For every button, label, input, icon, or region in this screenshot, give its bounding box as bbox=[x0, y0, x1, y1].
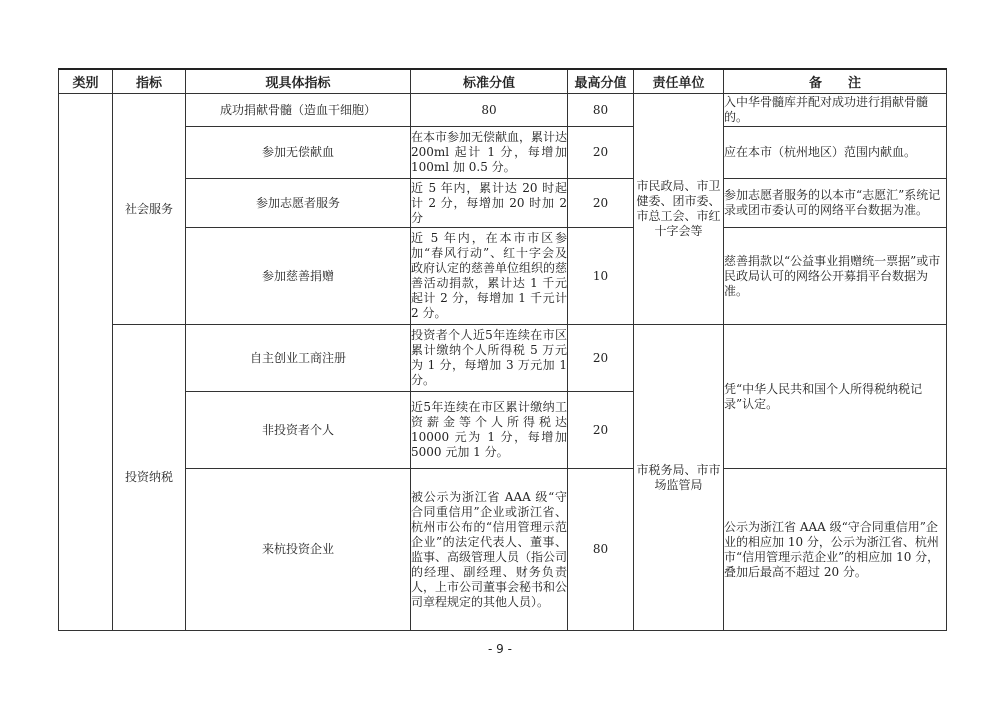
standard-cell: 80 bbox=[411, 94, 568, 127]
header-row bbox=[59, 69, 947, 94]
remark-cell: 慈善捐款以“公益事业捐赠统一票据”或市民政局认可的网络公开募捐平台数据为准。 bbox=[724, 228, 947, 325]
remark-cell: 参加志愿者服务的以本市“志愿汇”系统记录或团市委认可的网络平台数据为准。 bbox=[724, 179, 947, 228]
table-row bbox=[59, 94, 947, 127]
standard-cell: 近5年连续在市区累计缴纳工资薪金等个人所得税达 10000 元为 1 分，每增加 5000 元加 1 分。 bbox=[411, 392, 568, 469]
max-cell: 80 bbox=[568, 94, 634, 127]
max-cell: 80 bbox=[568, 469, 634, 631]
specific-cell: 参加无偿献血 bbox=[186, 127, 411, 179]
max-cell: 20 bbox=[568, 325, 634, 392]
indicator-cell: 投资纳税 bbox=[113, 325, 186, 631]
header-standard: 标准分值 bbox=[411, 69, 568, 94]
specific-cell: 自主创业工商注册 bbox=[186, 325, 411, 392]
indicator-cell: 社会服务 bbox=[113, 94, 186, 325]
score-table bbox=[58, 68, 947, 631]
table-row bbox=[59, 469, 947, 631]
remark-cell: 公示为浙江省 AAA 级“守合同重信用”企业的相应加 10 分，公示为浙江省、杭州市“信用管理示范企业”的相应加 10 分，叠加后最高不超过 20 分。 bbox=[724, 469, 947, 631]
header-indicator: 指标 bbox=[113, 69, 186, 94]
specific-cell: 来杭投资企业 bbox=[186, 469, 411, 631]
standard-cell: 近 5 年内，在本市市区参加“春风行动”、红十字会及政府认定的慈善单位组织的慈善活动捐款，累计达 1 千元起计 2 分，每增加 1 千元计 2 分。 bbox=[411, 228, 568, 325]
specific-cell: 参加慈善捐赠 bbox=[186, 228, 411, 325]
table-row bbox=[59, 127, 947, 179]
table-row bbox=[59, 325, 947, 392]
header-specific: 现具体指标 bbox=[186, 69, 411, 94]
category-cell bbox=[59, 94, 113, 631]
table-row bbox=[59, 228, 947, 325]
max-cell: 20 bbox=[568, 392, 634, 469]
header-category: 类别 bbox=[59, 69, 113, 94]
unit-cell: 市税务局、市市场监管局 bbox=[634, 325, 724, 631]
standard-cell: 被公示为浙江省 AAA 级“守合同重信用”企业或浙江省、杭州市公布的“信用管理示范企业”的法定代表人、董事、监事、高级管理人员（指公司的经理、副经理、财务负责人，上市公司董事会秘书和公司章程规定的其他人员）。 bbox=[411, 469, 568, 631]
header-max: 最高分值 bbox=[568, 69, 634, 94]
unit-cell: 市民政局、市卫健委、团市委、市总工会、市红十字会等 bbox=[634, 94, 724, 325]
remark-cell: 凭“中华人民共和国个人所得税纳税记录”认定。 bbox=[724, 325, 947, 469]
standard-cell: 在本市参加无偿献血，累计达 200ml 起计 1 分，每增加 100ml 加 0.5 分。 bbox=[411, 127, 568, 179]
standard-cell: 近 5 年内，累计达 20 时起计 2 分，每增加 20 时加 2 分 bbox=[411, 179, 568, 228]
max-cell: 10 bbox=[568, 228, 634, 325]
remark-cell: 应在本市（杭州地区）范围内献血。 bbox=[724, 127, 947, 179]
max-cell: 20 bbox=[568, 127, 634, 179]
specific-cell: 参加志愿者服务 bbox=[186, 179, 411, 228]
table-row bbox=[59, 179, 947, 228]
specific-cell: 非投资者个人 bbox=[186, 392, 411, 469]
header-remark: 备 注 bbox=[724, 69, 947, 94]
header-unit: 责任单位 bbox=[634, 69, 724, 94]
specific-cell: 成功捐献骨髓（造血干细胞） bbox=[186, 94, 411, 127]
standard-cell: 投资者个人近5年连续在市区累计缴纳个人所得税 5 万元为 1 分，每增加 3 万元加 1 分。 bbox=[411, 325, 568, 392]
max-cell: 20 bbox=[568, 179, 634, 228]
page-number: - 9 - bbox=[488, 642, 512, 656]
remark-cell: 入中华骨髓库并配对成功进行捐献骨髓的。 bbox=[724, 94, 947, 127]
